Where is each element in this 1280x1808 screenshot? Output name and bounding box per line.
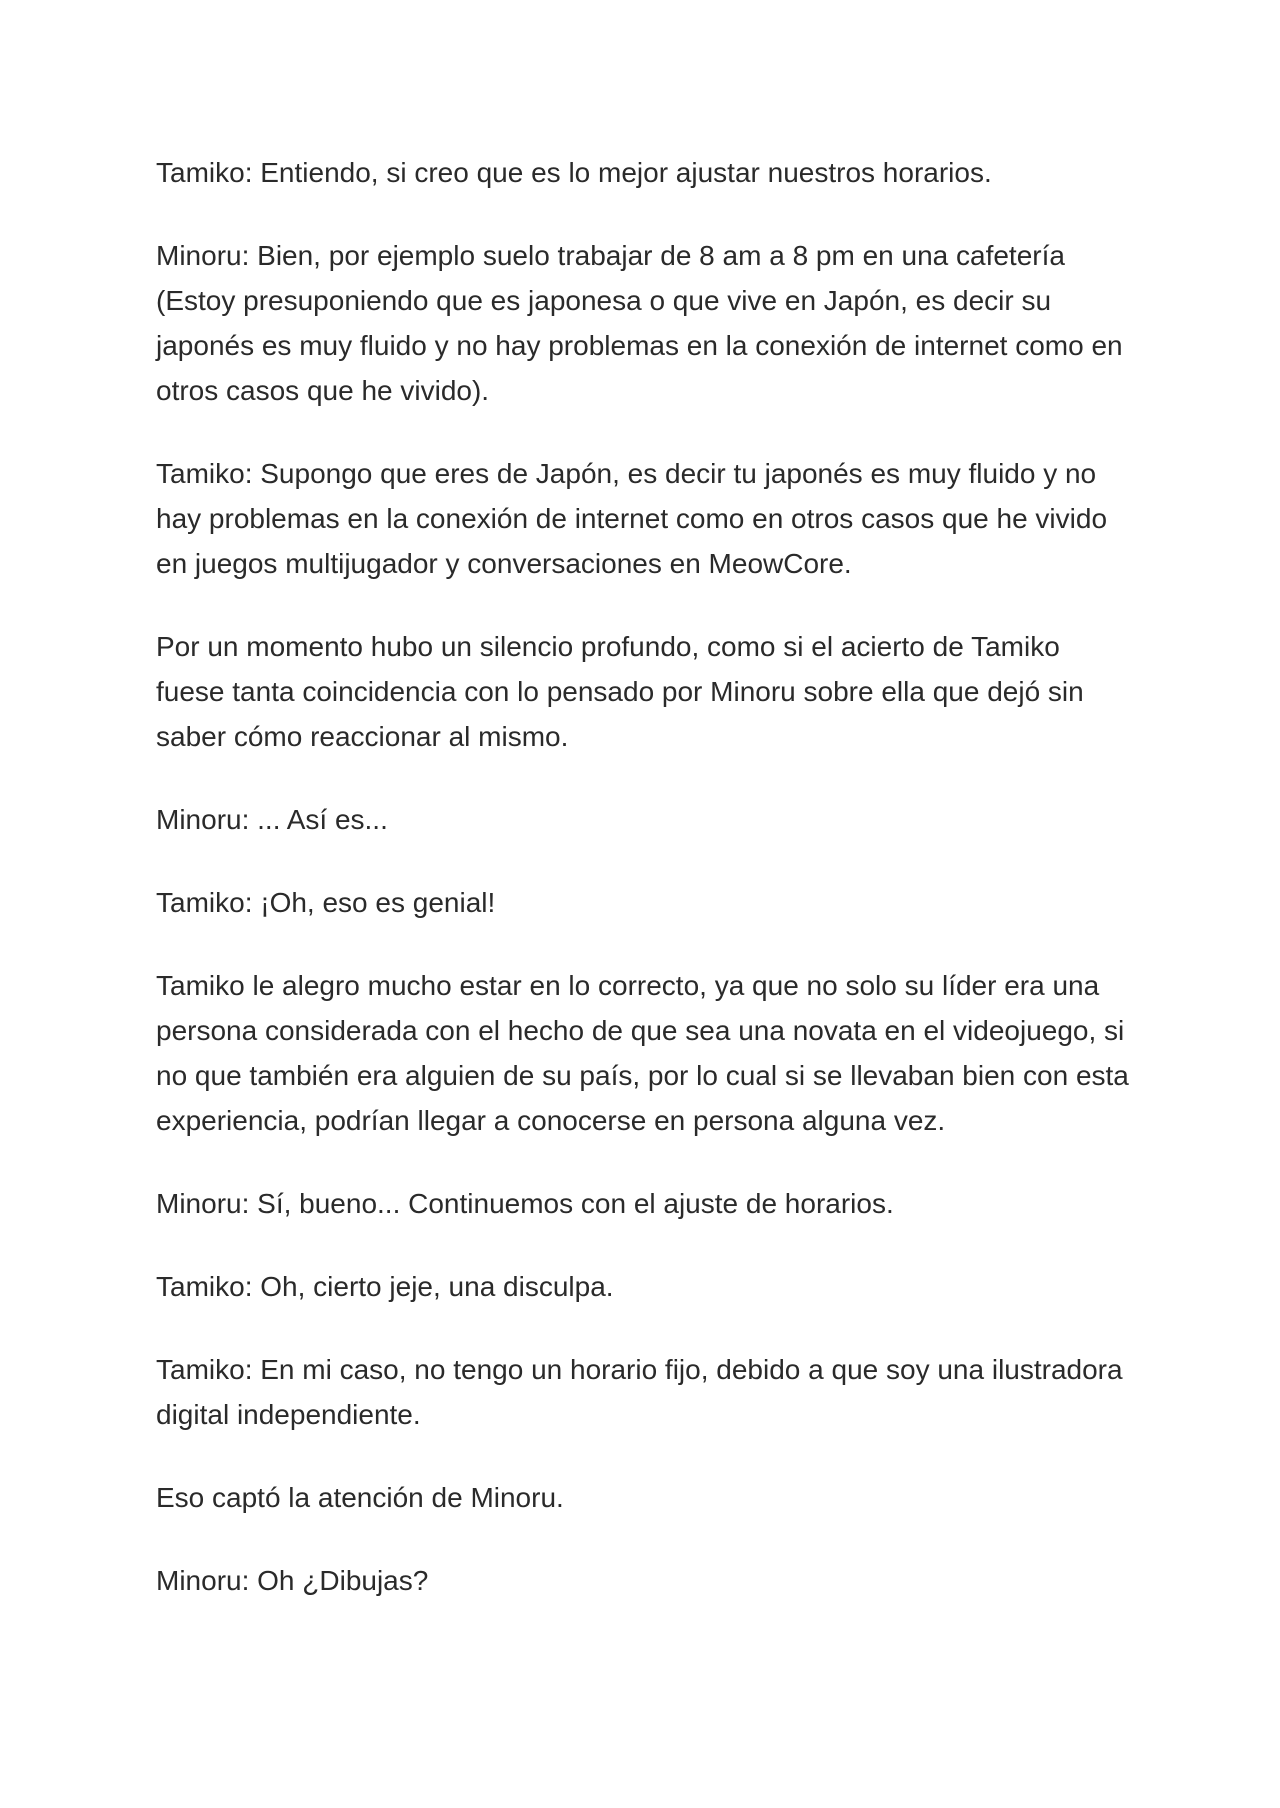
- paragraph: Eso captó la atención de Minoru.: [156, 1482, 564, 1513]
- paragraph: Por un momento hubo un silencio profundo, como si el acierto de Tamiko fuese tanta coincidencia con lo pensado por Minoru sobre ella que dejó sin saber cómo reaccionar al mismo.: [156, 631, 1084, 752]
- paragraph: Tamiko: Oh, cierto jeje, una disculpa.: [156, 1271, 614, 1302]
- paragraph: Minoru: ... Así es...: [156, 804, 388, 835]
- paragraph: Tamiko: Entiendo, si creo que es lo mejor ajustar nuestros horarios.: [156, 157, 992, 188]
- paragraph: Tamiko: Supongo que eres de Japón, es decir tu japonés es muy fluido y no hay problemas en la conexión de internet como en otros casos que he vivido en juegos multijugador y conversaciones en MeowCore.: [156, 458, 1108, 579]
- paragraph: Tamiko: ¡Oh, eso es genial!: [156, 887, 496, 918]
- paragraph: Minoru: Sí, bueno... Continuemos con el ajuste de horarios.: [156, 1188, 894, 1219]
- paragraph: Minoru: Oh ¿Dibujas?: [156, 1565, 429, 1596]
- paragraph: Minoru: Bien, por ejemplo suelo trabajar de 8 am a 8 pm en una cafetería (Estoy presuponiendo que es japonesa o que vive en Japón, es decir su japonés es muy fluido y no hay problemas en la conexión de internet como en otros casos que he vivido).: [156, 240, 1123, 406]
- document-body: [156, 150, 1136, 1641]
- paragraph: Tamiko le alegro mucho estar en lo correcto, ya que no solo su líder era una persona considerada con el hecho de que sea una novata en el videojuego, si no que también era alguien de su país, por lo cual si se llevaban bien con esta experiencia, podrían llegar a conocerse en persona alguna vez.: [156, 970, 1129, 1136]
- paragraph: Tamiko: En mi caso, no tengo un horario fijo, debido a que soy una ilustradora digital independiente.: [156, 1354, 1123, 1430]
